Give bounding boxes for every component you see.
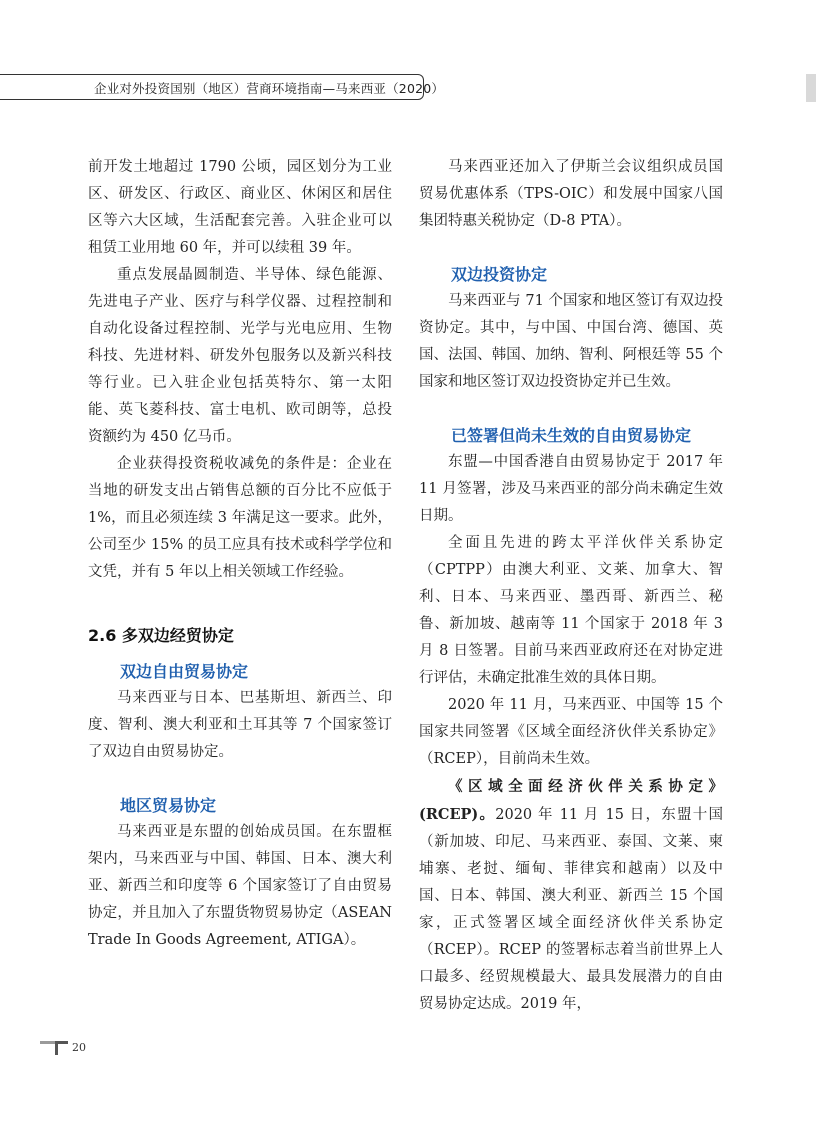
- left-paragraph-3: 企业获得投资税收减免的条件是：企业在当地的研发支出占销售总额的百分比不应低于 1%，而且必须连续 3 年满足这一要求。此外，公司至少 15% 的员工应具有技术或科学学位和文凭，并有 5 年以上相关领域工作经验。: [88, 456, 392, 580]
- rcep-signing-paragraph: 2020 年 11 月，马来西亚、中国等 15 个国家共同签署《区域全面经济伙伴关系协定》（RCEP），目前尚未生效。: [419, 697, 723, 767]
- right-paragraph-1: 马来西亚还加入了伊斯兰会议组织成员国贸易优惠体系（TPS-OIC）和发展中国家八国集团特惠关税协定（D-8 PTA）。: [419, 159, 723, 229]
- subheading-bilateral-fta: 双边自由贸易协定: [120, 662, 249, 681]
- left-column: [88, 154, 392, 954]
- subheading-signed-not-effective: 已签署但尚未生效的自由贸易协定: [451, 426, 692, 445]
- page-number: 20: [72, 1041, 86, 1054]
- right-column: [419, 154, 723, 1018]
- left-paragraph-2: 重点发展晶圆制造、半导体、绿色能源、先进电子产业、医疗与科学仪器、过程控制和自动化设备过程控制、光学与光电应用、生物科技、先进材料、研发外包服务以及新兴科技等行业。已入驻企业包括英特尔、第一太阳能、英飞菱科技、富士电机、欧司朗等，总投资额约为 450 亿马币。: [88, 267, 392, 445]
- running-header-title: 企业对外投资国别（地区）营商环境指南—马来西亚（2020）: [94, 81, 445, 96]
- subheading-regional-trade: 地区贸易协定: [120, 796, 217, 815]
- regional-trade-paragraph: 马来西亚是东盟的创始成员国。在东盟框架内，马来西亚与中国、韩国、日本、澳大利亚、新西兰和印度等 6 个国家签订了自由贸易协定，并且加入了东盟货物贸易协定（ASEAN Trade In Goods Agreement, ATIGA）。: [88, 824, 392, 948]
- subheading-bilateral-investment: 双边投资协定: [451, 265, 548, 284]
- bilateral-fta-paragraph: 马来西亚与日本、巴基斯坦、新西兰、印度、智利、澳大利亚和土耳其等 7 个国家签订了双边自由贸易协定。: [88, 690, 392, 760]
- hk-fta-paragraph: 东盟—中国香港自由贸易协定于 2017 年 11 月签署，涉及马来西亚的部分尚未确定生效日期。: [419, 454, 723, 524]
- section-heading: 2.6 多双边经贸协定: [88, 626, 234, 645]
- rcep-detail-paragraph: [419, 773, 723, 1018]
- left-paragraph-1: 前开发土地超过 1790 公顷，园区划分为工业区、研发区、行政区、商业区、休闲区和居住区等六大区域，生活配套完善。入驻企业可以租赁工业用地 60 年，并可以续租 39 年。: [88, 159, 392, 256]
- cptpp-paragraph: 全面且先进的跨太平洋伙伴关系协定（CPTPP）由澳大利亚、文莱、加拿大、智利、日本、马来西亚、墨西哥、新西兰、秘鲁、新加坡、越南等 11 个国家于 2018 年 3 月 8 日签署。目前马来西亚政府还在对协定进行评估，未确定批准生效的具体日期。: [419, 535, 723, 686]
- bilateral-investment-paragraph: 马来西亚与 71 个国家和地区签订有双边投资协定。其中，与中国、中国台湾、德国、英国、法国、韩国、加纳、智利、阿根廷等 55 个国家和地区签订双边投资协定并已生效。: [419, 293, 723, 390]
- rcep-lead: 《区域全面经济伙伴关系协定》(RCEP)。: [419, 778, 723, 823]
- rcep-body: 2020 年 11 月 15 日，东盟十国（新加坡、印尼、马来西亚、泰国、文莱、柬埔寨、老挝、缅甸、菲律宾和越南）以及中国、日本、韩国、澳大利亚、新西兰 15 个国家，正式签署区域全面经济伙伴关系协定（RCEP）。RCEP 的签署标志着当前世界上人口最多、经贸规模最大、最具发展潜力的自由贸易协定达成。2019 年，: [419, 807, 723, 1012]
- chapter-side-tab: [806, 74, 816, 102]
- footer-ornament-icon: [40, 1038, 68, 1056]
